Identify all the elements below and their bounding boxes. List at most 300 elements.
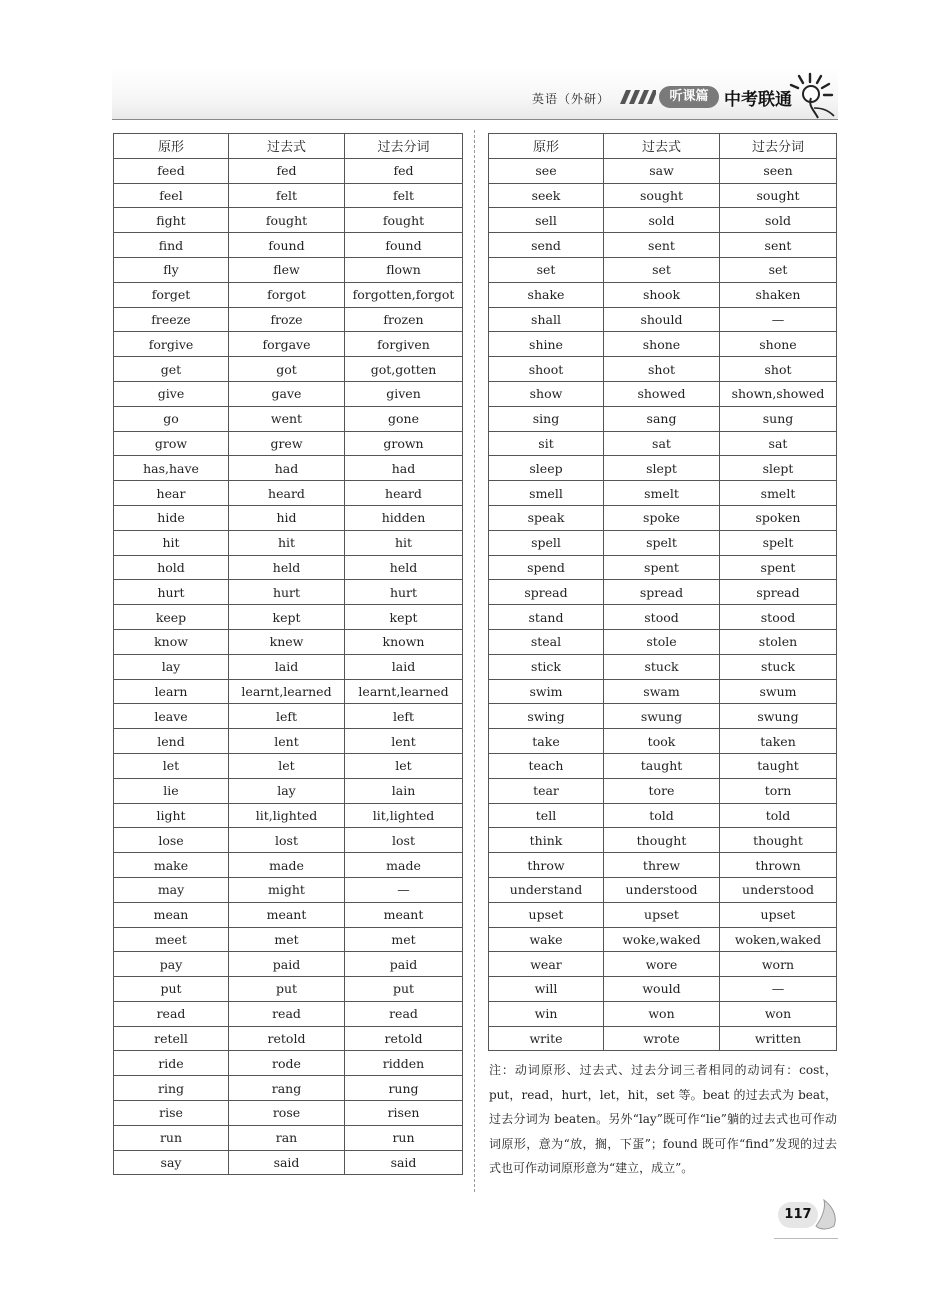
column-header-past: 过去式 [604, 134, 720, 159]
past-tense-cell: paid [229, 952, 345, 977]
table-row [114, 902, 463, 927]
base-form-cell: shake [489, 282, 604, 307]
base-form-cell: tell [489, 803, 604, 828]
section-badge: 听课篇 [659, 86, 719, 108]
past-tense-cell: made [229, 853, 345, 878]
past-participle-cell: written [720, 1026, 837, 1051]
table-row [489, 654, 837, 679]
past-participle-cell: torn [720, 778, 837, 803]
past-participle-cell: spent [720, 555, 837, 580]
header-rule [112, 119, 838, 120]
past-tense-cell: woke,waked [604, 927, 720, 952]
past-participle-cell: stuck [720, 654, 837, 679]
past-tense-cell: swam [604, 679, 720, 704]
past-tense-cell: grew [229, 431, 345, 456]
table-row [114, 729, 463, 754]
past-participle-cell: found [345, 233, 463, 258]
table-row [489, 729, 837, 754]
base-form-cell: mean [114, 902, 229, 927]
past-participle-cell: swum [720, 679, 837, 704]
base-form-cell: think [489, 828, 604, 853]
table-row [114, 183, 463, 208]
base-form-cell: forget [114, 282, 229, 307]
past-tense-cell: froze [229, 307, 345, 332]
table-row [114, 1026, 463, 1051]
past-participle-cell: heard [345, 481, 463, 506]
past-tense-cell: hurt [229, 580, 345, 605]
tree-logo-icon [784, 68, 840, 120]
table-row [114, 158, 463, 183]
past-participle-cell: flown [345, 257, 463, 282]
past-tense-cell: shook [604, 282, 720, 307]
past-participle-cell: held [345, 555, 463, 580]
past-participle-cell: smelt [720, 481, 837, 506]
past-participle-cell: hurt [345, 580, 463, 605]
past-participle-cell: ridden [345, 1051, 463, 1076]
table-row [489, 753, 837, 778]
past-participle-cell: put [345, 977, 463, 1002]
column-header-past: 过去式 [229, 134, 345, 159]
table-row [489, 605, 837, 630]
past-participle-cell: thought [720, 828, 837, 853]
past-tense-cell: gave [229, 381, 345, 406]
brand-logo-text: 中考联通 [724, 90, 792, 110]
past-tense-cell: learnt,learned [229, 679, 345, 704]
table-row [114, 406, 463, 431]
table-row [114, 803, 463, 828]
table-row [114, 952, 463, 977]
past-participle-cell: said [345, 1150, 463, 1175]
table-row [489, 629, 837, 654]
past-participle-cell: retold [345, 1026, 463, 1051]
past-tense-cell: put [229, 977, 345, 1002]
past-participle-cell: given [345, 381, 463, 406]
stripes-decoration-icon [620, 90, 656, 104]
table-row [489, 183, 837, 208]
table-row [489, 357, 837, 382]
table-row [114, 357, 463, 382]
past-participle-cell: sold [720, 208, 837, 233]
past-participle-cell: stolen [720, 629, 837, 654]
past-tense-cell: should [604, 307, 720, 332]
past-participle-cell: kept [345, 605, 463, 630]
base-form-cell: lay [114, 654, 229, 679]
past-participle-cell: won [720, 1001, 837, 1026]
past-participle-cell: got,gotten [345, 357, 463, 382]
base-form-cell: seek [489, 183, 604, 208]
table-row [489, 456, 837, 481]
past-participle-cell: taken [720, 729, 837, 754]
base-form-cell: win [489, 1001, 604, 1026]
table-row [114, 927, 463, 952]
base-form-cell: sit [489, 431, 604, 456]
past-participle-cell: lost [345, 828, 463, 853]
base-form-cell: freeze [114, 307, 229, 332]
past-tense-cell: hit [229, 530, 345, 555]
past-participle-cell: shown,showed [720, 381, 837, 406]
past-participle-cell: — [720, 977, 837, 1002]
past-tense-cell: might [229, 877, 345, 902]
table-row [489, 778, 837, 803]
base-form-cell: smell [489, 481, 604, 506]
table-row [489, 977, 837, 1002]
footnote: 注：动词原形、过去式、过去分词三者相同的动词有：cost，put，read，hurt，let，hit，set 等。beat 的过去式为 beat，过去分词为 beaten。另外“lay”既可作“lie”躺的过去式也可作动词原形，意为“放，搁，下蛋”；found 既可作“find”发现的过去式也可作动词原形意为“建立，成立”。 [489, 1063, 837, 1176]
base-form-cell: has,have [114, 456, 229, 481]
past-tense-cell: stole [604, 629, 720, 654]
table-row [114, 1076, 463, 1101]
table-row [114, 1101, 463, 1126]
past-tense-cell: stood [604, 605, 720, 630]
past-tense-cell: held [229, 555, 345, 580]
past-participle-cell: forgiven [345, 332, 463, 357]
past-participle-cell: gone [345, 406, 463, 431]
base-form-cell: say [114, 1150, 229, 1175]
base-form-cell: upset [489, 902, 604, 927]
past-tense-cell: shot [604, 357, 720, 382]
table-row [114, 208, 463, 233]
base-form-cell: give [114, 381, 229, 406]
table-row [114, 505, 463, 530]
base-form-cell: hide [114, 505, 229, 530]
table-header-row [114, 134, 463, 159]
past-tense-cell: sought [604, 183, 720, 208]
past-tense-cell: sent [604, 233, 720, 258]
table-row [114, 1150, 463, 1175]
past-tense-cell: meant [229, 902, 345, 927]
past-tense-cell: forgave [229, 332, 345, 357]
base-form-cell: steal [489, 629, 604, 654]
past-tense-cell: wrote [604, 1026, 720, 1051]
table-row [114, 654, 463, 679]
past-tense-cell: spoke [604, 505, 720, 530]
table-row [489, 505, 837, 530]
past-tense-cell: let [229, 753, 345, 778]
table-row [114, 753, 463, 778]
past-tense-cell: slept [604, 456, 720, 481]
past-tense-cell: spent [604, 555, 720, 580]
base-form-cell: learn [114, 679, 229, 704]
table-row [114, 853, 463, 878]
table-row [489, 555, 837, 580]
past-tense-cell: set [604, 257, 720, 282]
past-participle-cell: felt [345, 183, 463, 208]
base-form-cell: get [114, 357, 229, 382]
past-participle-cell: let [345, 753, 463, 778]
page-number: 117 [778, 1202, 818, 1228]
past-participle-cell: made [345, 853, 463, 878]
past-tense-cell: got [229, 357, 345, 382]
table-row [114, 555, 463, 580]
table-row [114, 530, 463, 555]
past-tense-cell: took [604, 729, 720, 754]
base-form-cell: find [114, 233, 229, 258]
table-row [489, 481, 837, 506]
past-participle-cell: lent [345, 729, 463, 754]
past-participle-cell: fed [345, 158, 463, 183]
base-form-cell: hold [114, 555, 229, 580]
base-form-cell: shine [489, 332, 604, 357]
past-participle-cell: sat [720, 431, 837, 456]
table-row [489, 233, 837, 258]
past-tense-cell: understood [604, 877, 720, 902]
past-participle-cell: shot [720, 357, 837, 382]
base-form-cell: feed [114, 158, 229, 183]
past-participle-cell: set [720, 257, 837, 282]
table-row [114, 481, 463, 506]
table-row [489, 853, 837, 878]
past-tense-cell: spelt [604, 530, 720, 555]
past-tense-cell: thought [604, 828, 720, 853]
table-row [489, 406, 837, 431]
past-participle-cell: thrown [720, 853, 837, 878]
past-tense-cell: taught [604, 753, 720, 778]
base-form-cell: show [489, 381, 604, 406]
past-tense-cell: showed [604, 381, 720, 406]
base-form-cell: understand [489, 877, 604, 902]
base-form-cell: meet [114, 927, 229, 952]
column-divider [474, 130, 475, 1192]
table-row [114, 307, 463, 332]
table-row [489, 332, 837, 357]
table-row [489, 282, 837, 307]
base-form-cell: see [489, 158, 604, 183]
past-participle-cell: left [345, 704, 463, 729]
past-tense-cell: lost [229, 828, 345, 853]
past-participle-cell: known [345, 629, 463, 654]
past-participle-cell: sent [720, 233, 837, 258]
past-participle-cell: slept [720, 456, 837, 481]
past-tense-cell: upset [604, 902, 720, 927]
base-form-cell: spell [489, 530, 604, 555]
table-row [114, 456, 463, 481]
base-form-cell: speak [489, 505, 604, 530]
base-form-cell: tear [489, 778, 604, 803]
past-participle-cell: seen [720, 158, 837, 183]
past-participle-cell: run [345, 1125, 463, 1150]
past-participle-cell: frozen [345, 307, 463, 332]
base-form-cell: swing [489, 704, 604, 729]
past-tense-cell: had [229, 456, 345, 481]
base-form-cell: grow [114, 431, 229, 456]
past-tense-cell: sold [604, 208, 720, 233]
past-tense-cell: read [229, 1001, 345, 1026]
past-tense-cell: threw [604, 853, 720, 878]
past-tense-cell: heard [229, 481, 345, 506]
past-tense-cell: shone [604, 332, 720, 357]
table-row [489, 257, 837, 282]
table-row [489, 679, 837, 704]
base-form-cell: light [114, 803, 229, 828]
base-form-cell: sleep [489, 456, 604, 481]
past-participle-cell: laid [345, 654, 463, 679]
past-participle-cell: stood [720, 605, 837, 630]
past-participle-cell: forgotten,forgot [345, 282, 463, 307]
table-row [489, 877, 837, 902]
table-row [114, 828, 463, 853]
base-form-cell: sell [489, 208, 604, 233]
verb-table-left [113, 133, 463, 1175]
past-tense-cell: would [604, 977, 720, 1002]
table-row [489, 704, 837, 729]
page-header [112, 68, 838, 120]
base-form-cell: know [114, 629, 229, 654]
base-form-cell: write [489, 1026, 604, 1051]
table-row [489, 307, 837, 332]
base-form-cell: shoot [489, 357, 604, 382]
table-row [489, 902, 837, 927]
table-row [114, 282, 463, 307]
past-participle-cell: spoken [720, 505, 837, 530]
past-participle-cell: sought [720, 183, 837, 208]
table-row [489, 1001, 837, 1026]
table-row [114, 580, 463, 605]
base-form-cell: sing [489, 406, 604, 431]
past-tense-cell: fed [229, 158, 345, 183]
table-row [114, 332, 463, 357]
table-row [114, 431, 463, 456]
table-row [489, 158, 837, 183]
past-tense-cell: rose [229, 1101, 345, 1126]
past-tense-cell: kept [229, 605, 345, 630]
base-form-cell: teach [489, 753, 604, 778]
past-tense-cell: saw [604, 158, 720, 183]
table-row [489, 208, 837, 233]
base-form-cell: forgive [114, 332, 229, 357]
past-participle-cell: — [720, 307, 837, 332]
table-header-row [489, 134, 837, 159]
base-form-cell: feel [114, 183, 229, 208]
past-participle-cell: lain [345, 778, 463, 803]
past-participle-cell: met [345, 927, 463, 952]
past-tense-cell: sang [604, 406, 720, 431]
table-row [114, 233, 463, 258]
past-tense-cell: lent [229, 729, 345, 754]
base-form-cell: hit [114, 530, 229, 555]
past-tense-cell: ran [229, 1125, 345, 1150]
past-tense-cell: rang [229, 1076, 345, 1101]
past-tense-cell: found [229, 233, 345, 258]
past-tense-cell: swung [604, 704, 720, 729]
base-form-cell: throw [489, 853, 604, 878]
past-participle-cell: risen [345, 1101, 463, 1126]
column-header-participle: 过去分词 [345, 134, 463, 159]
base-form-cell: will [489, 977, 604, 1002]
past-participle-cell: spread [720, 580, 837, 605]
table-row [114, 605, 463, 630]
base-form-cell: lose [114, 828, 229, 853]
base-form-cell: fight [114, 208, 229, 233]
past-participle-cell: hit [345, 530, 463, 555]
table-row [489, 530, 837, 555]
table-row [114, 1125, 463, 1150]
past-participle-cell: — [345, 877, 463, 902]
base-form-cell: let [114, 753, 229, 778]
table-row [489, 381, 837, 406]
column-header-participle: 过去分词 [720, 134, 837, 159]
past-tense-cell: spread [604, 580, 720, 605]
past-tense-cell: rode [229, 1051, 345, 1076]
table-row [114, 257, 463, 282]
past-tense-cell: fought [229, 208, 345, 233]
base-form-cell: set [489, 257, 604, 282]
past-tense-cell: knew [229, 629, 345, 654]
past-participle-cell: learnt,learned [345, 679, 463, 704]
base-form-cell: spend [489, 555, 604, 580]
base-form-cell: take [489, 729, 604, 754]
table-row [489, 431, 837, 456]
base-form-cell: leave [114, 704, 229, 729]
past-tense-cell: met [229, 927, 345, 952]
base-form-cell: lend [114, 729, 229, 754]
past-tense-cell: lay [229, 778, 345, 803]
table-row [114, 704, 463, 729]
past-tense-cell: said [229, 1150, 345, 1175]
past-participle-cell: meant [345, 902, 463, 927]
past-tense-cell: retold [229, 1026, 345, 1051]
table-row [114, 977, 463, 1002]
past-tense-cell: laid [229, 654, 345, 679]
base-form-cell: pay [114, 952, 229, 977]
past-tense-cell: forgot [229, 282, 345, 307]
base-form-cell: ring [114, 1076, 229, 1101]
past-participle-cell: shaken [720, 282, 837, 307]
past-tense-cell: flew [229, 257, 345, 282]
table-row [489, 580, 837, 605]
base-form-cell: stand [489, 605, 604, 630]
past-tense-cell: stuck [604, 654, 720, 679]
past-tense-cell: felt [229, 183, 345, 208]
base-form-cell: stick [489, 654, 604, 679]
past-tense-cell: hid [229, 505, 345, 530]
past-participle-cell: woken,waked [720, 927, 837, 952]
past-participle-cell: fought [345, 208, 463, 233]
footer-rule [774, 1238, 838, 1239]
past-participle-cell: understood [720, 877, 837, 902]
base-form-cell: spread [489, 580, 604, 605]
table-row [489, 927, 837, 952]
table-row [114, 1001, 463, 1026]
table-row [489, 952, 837, 977]
base-form-cell: wake [489, 927, 604, 952]
base-form-cell: retell [114, 1026, 229, 1051]
base-form-cell: put [114, 977, 229, 1002]
table-row [114, 1051, 463, 1076]
base-form-cell: shall [489, 307, 604, 332]
base-form-cell: make [114, 853, 229, 878]
past-tense-cell: left [229, 704, 345, 729]
base-form-cell: ride [114, 1051, 229, 1076]
base-form-cell: read [114, 1001, 229, 1026]
base-form-cell: rise [114, 1101, 229, 1126]
past-participle-cell: paid [345, 952, 463, 977]
leaf-decoration-icon [812, 1196, 842, 1232]
column-header-base: 原形 [489, 134, 604, 159]
base-form-cell: lie [114, 778, 229, 803]
past-participle-cell: sung [720, 406, 837, 431]
table-row [114, 629, 463, 654]
past-participle-cell: rung [345, 1076, 463, 1101]
table-row [489, 1026, 837, 1051]
table-row [489, 828, 837, 853]
past-tense-cell: wore [604, 952, 720, 977]
subject-label: 英语（外研） [532, 92, 611, 106]
base-form-cell: hear [114, 481, 229, 506]
past-participle-cell: taught [720, 753, 837, 778]
past-tense-cell: lit,lighted [229, 803, 345, 828]
past-participle-cell: read [345, 1001, 463, 1026]
base-form-cell: go [114, 406, 229, 431]
base-form-cell: run [114, 1125, 229, 1150]
